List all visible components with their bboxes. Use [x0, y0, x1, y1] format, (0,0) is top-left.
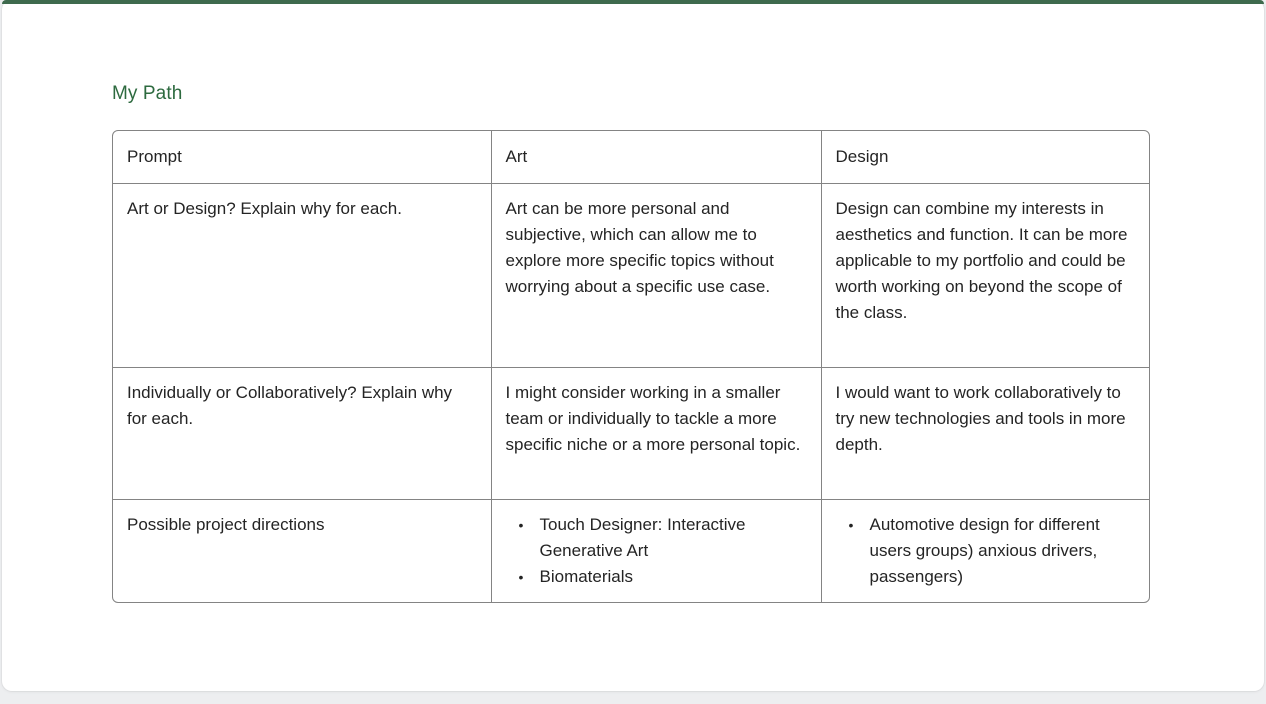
bullet-item: • Automotive design for different users groups) anxious drivers, passengers) [849, 512, 1136, 590]
table-row [113, 367, 1149, 499]
cell-art-3 [491, 499, 821, 602]
cell-design-2: I would want to work collaboratively to try new technologies and tools in more depth. [821, 367, 1149, 499]
document-content [2, 4, 1264, 603]
table-row [113, 499, 1149, 602]
table-header-row [113, 131, 1149, 183]
column-header-design: Design [821, 131, 1149, 183]
cell-prompt-1: Art or Design? Explain why for each. [113, 183, 491, 367]
design-project-list [836, 512, 1136, 590]
document-card [2, 0, 1264, 691]
page-title: My Path [112, 83, 183, 104]
bullet-item: • Touch Designer: Interactive Generative Art [519, 512, 807, 564]
cell-art-1: Art can be more personal and subjective, which can allow me to explore more specific topics without worrying about a specific use case. [491, 183, 821, 367]
art-project-list [506, 512, 807, 590]
column-header-art: Art [491, 131, 821, 183]
cell-design-3 [821, 499, 1149, 602]
cell-prompt-3: Possible project directions [113, 499, 491, 602]
cell-art-2: I might consider working in a smaller team or individually to tackle a more specific niche or a more personal topic. [491, 367, 821, 499]
table-row [113, 183, 1149, 367]
column-header-prompt: Prompt [113, 131, 491, 183]
cell-prompt-2: Individually or Collaboratively? Explain why for each. [113, 367, 491, 499]
bullet-item: • Biomaterials [519, 564, 807, 590]
table [113, 131, 1149, 602]
cell-design-1: Design can combine my interests in aesthetics and function. It can be more applicable to my portfolio and could be worth working on beyond the scope of the class. [821, 183, 1149, 367]
my-path-table [112, 130, 1150, 603]
